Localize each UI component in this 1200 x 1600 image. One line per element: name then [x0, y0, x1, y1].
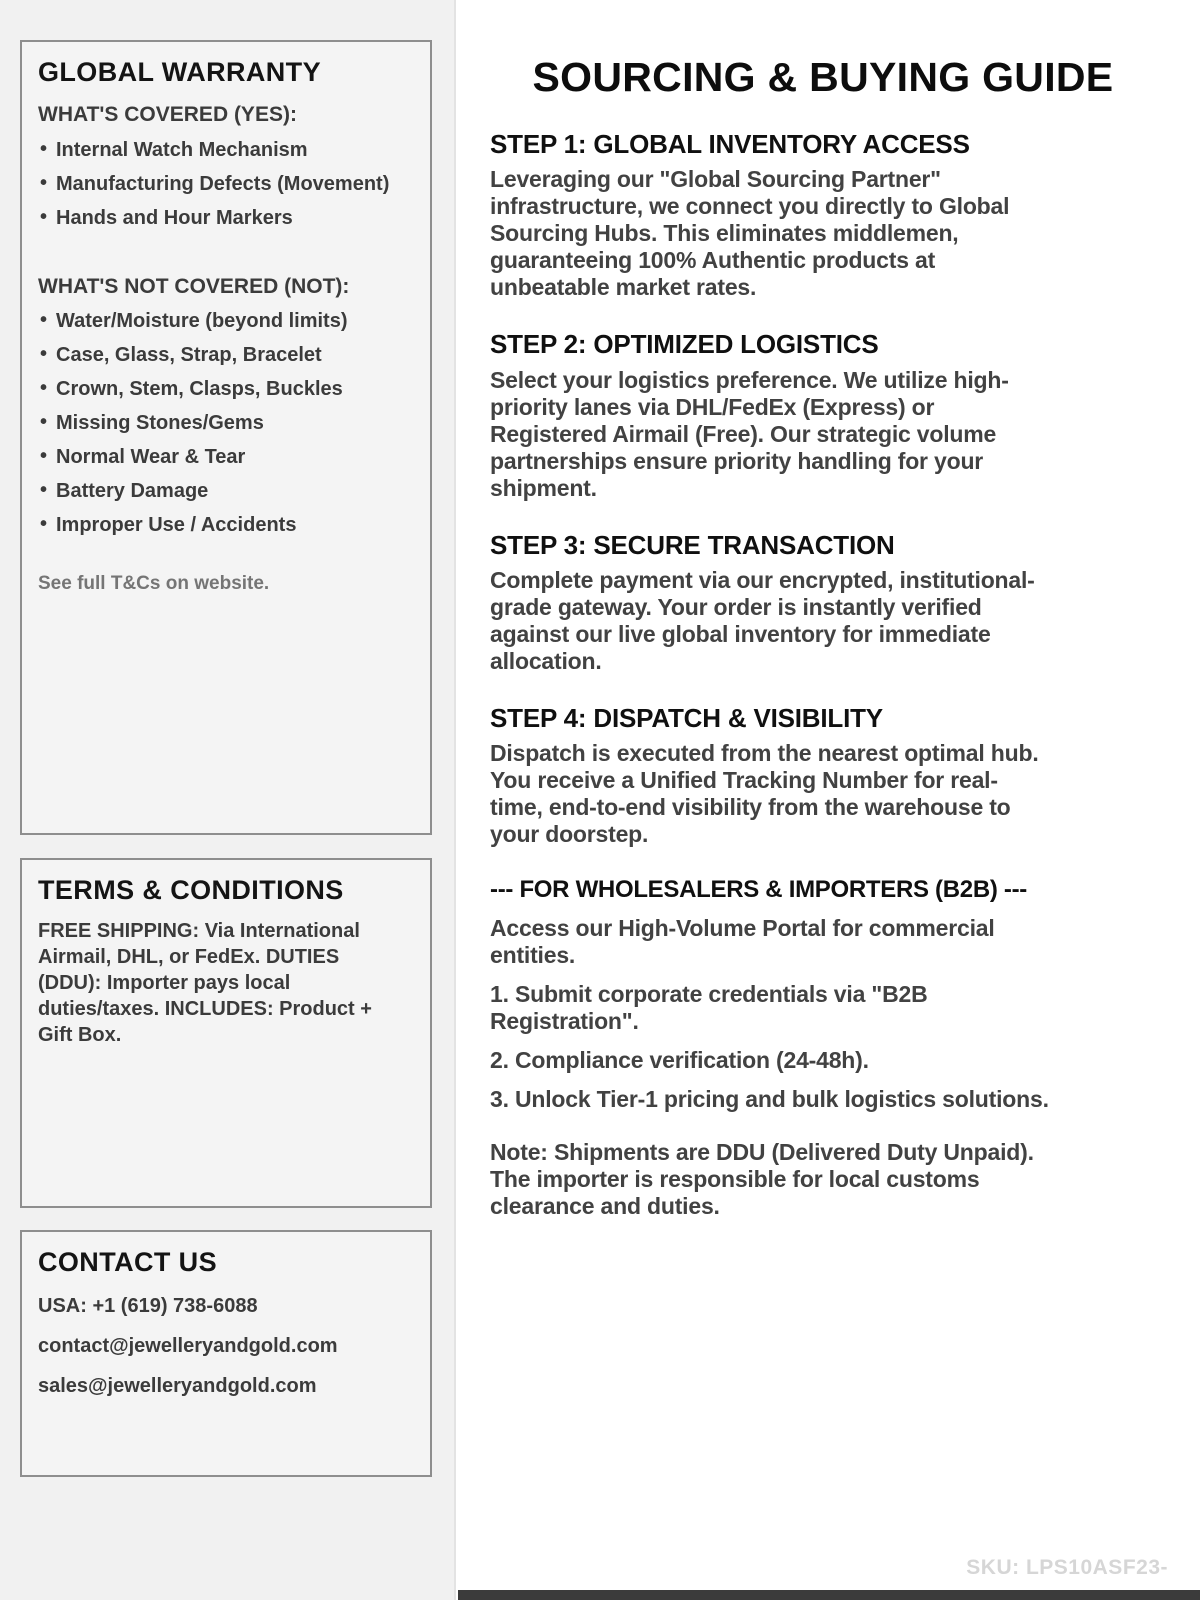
step-1-heading: STEP 1: GLOBAL INVENTORY ACCESS [490, 129, 970, 160]
b2b-section [490, 876, 1156, 1220]
list-item: • Internal Watch Mechanism [38, 138, 414, 162]
contact-phone: USA: +1 (619) 738-6088 [38, 1295, 258, 1318]
sales-email: sales@jewelleryandgold.com [38, 1375, 317, 1398]
step-4-section [490, 703, 1156, 848]
b2b-heading: --- FOR WHOLESALERS & IMPORTERS (B2B) --- [490, 875, 1027, 903]
step-2-section [490, 329, 1156, 501]
step-3-body: Complete payment via our encrypted, institutional-grade gateway. Your order is instantly verified against our live global inventory for immediate allocation. [490, 566, 1035, 674]
list-item: • Missing Stones/Gems [38, 411, 414, 435]
b2b-step-3: 3. Unlock Tier-1 pricing and bulk logistics solutions. [490, 1085, 1049, 1112]
step-1-section [490, 129, 1156, 301]
contact-email: contact@jewelleryandgold.com [38, 1335, 338, 1358]
ddu-note: Note: Shipments are DDU (Delivered Duty Unpaid). The importer is responsible for local customs clearance and duties. [490, 1138, 1034, 1219]
list-item: • Case, Glass, Strap, Bracelet [38, 343, 414, 367]
step-2-body: Select your logistics preference. We utilize high-priority lanes via DHL/FedEx (Express) or Registered Airmail (Free). Our strategic volume partnerships ensure priority handling for your shipment. [490, 366, 1009, 501]
list-item: • Water/Moisture (beyond limits) [38, 309, 414, 333]
sku-label: SKU: LPS10ASF23- [966, 1556, 1168, 1579]
bottom-bar [458, 1590, 1200, 1600]
not-covered-list [38, 309, 414, 537]
covered-heading: WHAT'S COVERED (YES): [38, 103, 297, 127]
warranty-title: GLOBAL WARRANTY [38, 57, 321, 87]
b2b-step-2: 2. Compliance verification (24-48h). [490, 1046, 869, 1073]
step-4-body: Dispatch is executed from the nearest optimal hub. You receive a Unified Tracking Number for real-time, end-to-end visibility from the warehouse to your doorstep. [490, 739, 1039, 847]
list-item: • Crown, Stem, Clasps, Buckles [38, 377, 414, 401]
contact-us-box [20, 1230, 432, 1477]
step-3-section [490, 530, 1156, 675]
b2b-step-1: 1. Submit corporate credentials via "B2B Registration". [490, 980, 928, 1034]
list-item: • Normal Wear & Tear [38, 445, 414, 469]
terms-body: FREE SHIPPING: Via International Airmail, DHL, or FedEx. DUTIES (DDU): Importer pays local duties/taxes. INCLUDES: Product + Gift Box. [38, 920, 372, 1047]
sidebar [0, 0, 456, 1600]
warranty-footnote: See full T&Cs on website. [38, 572, 270, 594]
contact-title: CONTACT US [38, 1247, 217, 1277]
step-2-heading: STEP 2: OPTIMIZED LOGISTICS [490, 329, 879, 360]
list-item: • Manufacturing Defects (Movement) [38, 172, 414, 196]
list-item: • Battery Damage [38, 479, 414, 503]
global-warranty-box [20, 40, 432, 835]
list-item: • Hands and Hour Markers [38, 206, 414, 230]
terms-conditions-box [20, 858, 432, 1208]
b2b-intro: Access our High-Volume Portal for commercial entities. [490, 914, 995, 968]
covered-list [38, 138, 414, 230]
not-covered-heading: WHAT'S NOT COVERED (NOT): [38, 274, 350, 298]
terms-title: TERMS & CONDITIONS [38, 875, 344, 905]
step-1-body: Leveraging our "Global Sourcing Partner" infrastructure, we connect you directly to Global Sourcing Hubs. This eliminates middlemen, guaranteeing 100% Authentic products at unbeatable market rates. [490, 166, 1010, 301]
list-item: • Improper Use / Accidents [38, 513, 414, 537]
page-title: SOURCING & BUYING GUIDE [532, 54, 1114, 100]
sourcing-guide-panel [458, 0, 1200, 1600]
step-4-heading: STEP 4: DISPATCH & VISIBILITY [490, 702, 883, 733]
step-3-heading: STEP 3: SECURE TRANSACTION [490, 529, 895, 560]
